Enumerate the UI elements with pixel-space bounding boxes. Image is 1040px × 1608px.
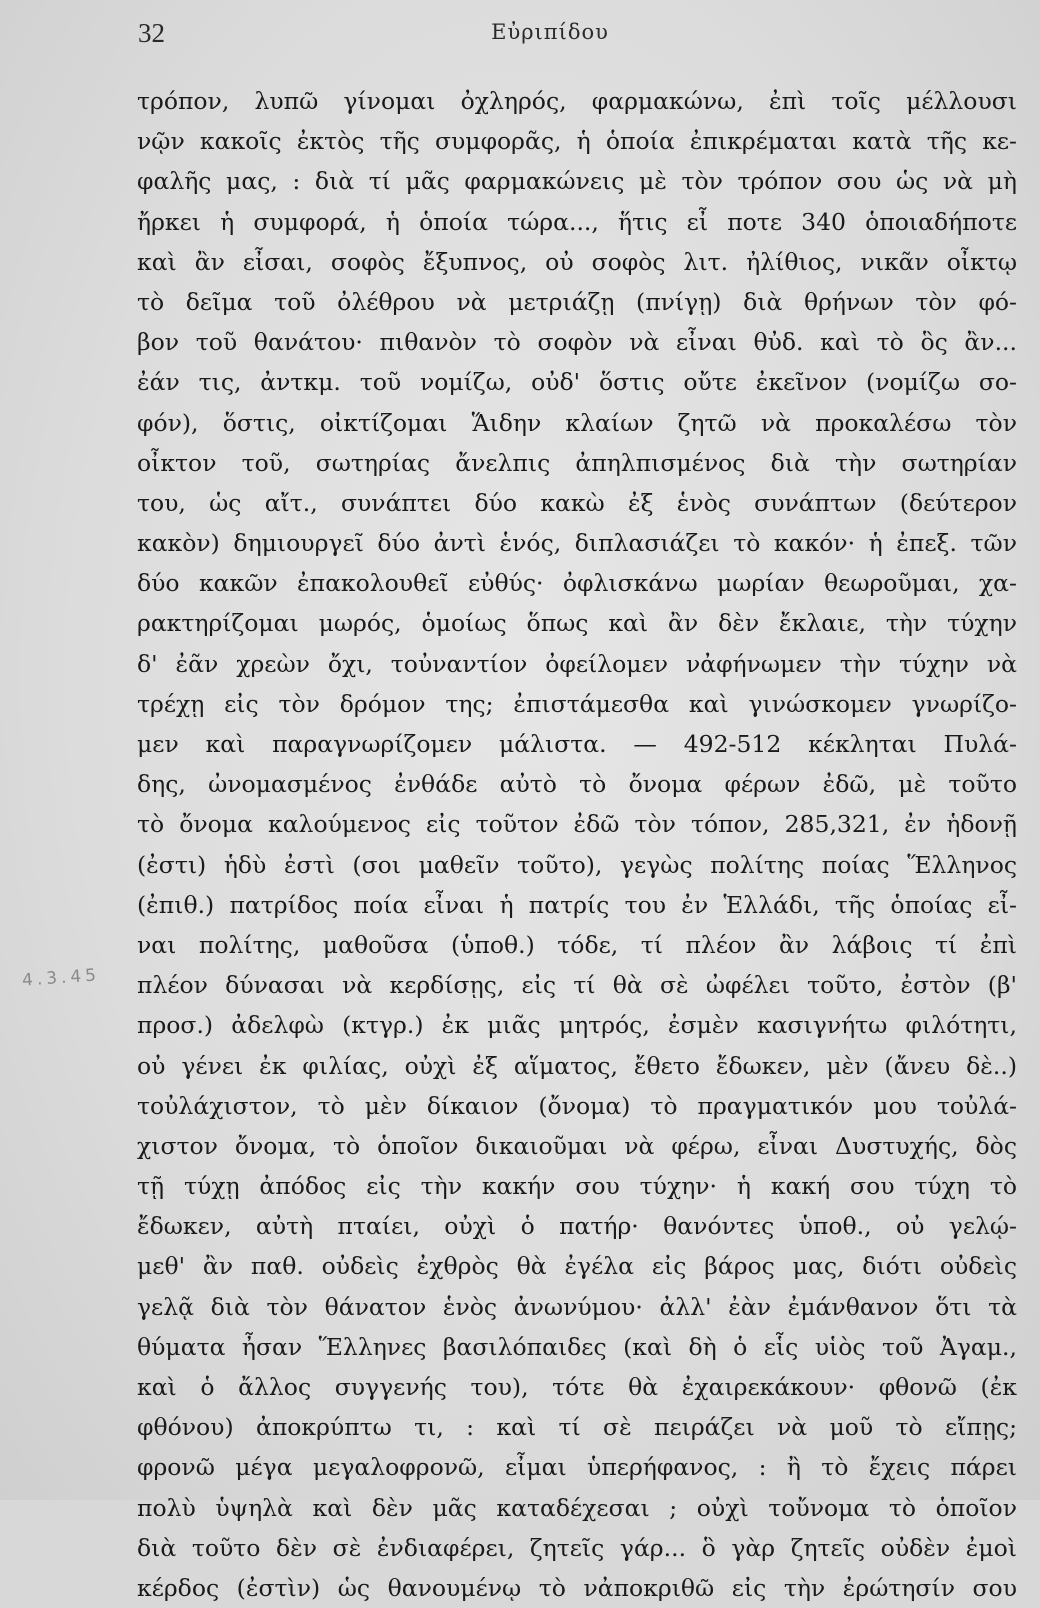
text-line: φαλῆς μας, : διὰ τί μᾶς φαρμακώνεις μὲ τὸν τρόπον σου ὡς νὰ μὴ [137, 167, 1017, 196]
text-line: πλέον δύνασαι νὰ κερδίσῃς, εἰς τί θὰ σὲ ὠφέλει τοῦτο, ἐστὸν (β' [137, 971, 1017, 1000]
commentary-text [137, 81, 1017, 1608]
text-line: προσ.) ἀδελφὼ (κτγρ.) ἐκ μιᾶς μητρός, ἐσμὲν κασιγνήτω φιλότητι, [137, 1011, 1017, 1040]
text-line: καὶ ὁ ἄλλος συγγενής του), τότε θὰ ἐχαιρεκάκουν· φθονῶ (ἐκ [137, 1373, 1017, 1401]
text-line: κέρδος (ἐστὶν) ὡς θανουμένῳ τὸ νἀποκριθῶ εἰς τὴν ἐρώτησίν σου [137, 1573, 1017, 1602]
text-line: (ἐπιθ.) πατρίδος ποία εἶναι ἡ πατρίς του ἐν Ἑλλάδι, τῆς ὁποίας εἶ- [137, 890, 1017, 919]
text-line: ἔδωκεν, αὐτὴ πταίει, οὐχὶ ὁ πατήρ· θανόντες ὑποθ., οὐ γελῴ- [137, 1212, 1017, 1241]
text-line: χιστον ὄνομα, τὸ ὁποῖον δικαιοῦμαι νὰ φέρω, εἶναι Δυστυχής, δὸς [137, 1131, 1017, 1160]
text-line: γελᾷ διὰ τὸν θάνατον ἑνὸς ἀνωνύμου· ἀλλ' ἐὰν ἐμάνθανον ὅτι τὰ [137, 1292, 1017, 1321]
text-line: μεν καὶ παραγνωρίζομεν μάλιστα. — 492-512 κέκληται Πυλά- [137, 730, 1017, 758]
text-line: δ' ἐᾶν χρεὼν ὄχι, τοὐναντίον ὀφείλομεν νἀφήνωμεν τὴν τύχην νὰ [137, 649, 1017, 678]
text-line: ἤρκει ἡ συμφορά, ἡ ὁποία τώρα..., ἥτις εἶ ποτε 340 ὁποιαδήποτε [137, 207, 1017, 236]
text-line: ἐάν τις, ἀντκμ. τοῦ νομίζω, οὐδ' ὅστις οὔτε ἐκεῖνον (νομίζω σο- [137, 368, 1017, 397]
text-line: δύο κακῶν ἐπακολουθεῖ εὐθύς· ὀφλισκάνω μωρίαν θεωροῦμαι, χα- [137, 569, 1017, 598]
text-line: τρόπον, λυπῶ γίνομαι ὀχληρός, φαρμακώνω, ἐπὶ τοῖς μέλλουσι [137, 87, 1017, 115]
text-line: ναι πολίτης, μαθοῦσα (ὑποθ.) τόδε, τί πλέον ἂν λάβοις τί ἐπὶ [137, 930, 1017, 959]
text-line: κακὸν) δημιουργεῖ δύο ἀντὶ ἑνός, διπλασιάζει τὸ κακόν· ἡ ἐπεξ. τῶν [137, 529, 1017, 558]
text-line: τῇ τύχῃ ἀπόδος εἰς τὴν κακήν σου τύχην· ἡ κακή σου τύχη τὸ [137, 1172, 1017, 1201]
running-title: Εὐριπίδου [491, 20, 609, 44]
text-line: φόν), ὅστις, οἰκτίζομαι Ἅιδην κλαίων ζητῶ νὰ προκαλέσω τὸν [137, 408, 1017, 437]
text-line: δης, ὠνομασμένος ἐνθάδε αὐτὸ τὸ ὄνομα φέρων ἐδῶ, μὲ τοῦτο [137, 770, 1017, 799]
text-line: οὐ γένει ἐκ φιλίας, οὐχὶ ἐξ αἵματος, ἔθετο ἔδωκεν, μὲν (ἄνευ δὲ..) [137, 1051, 1017, 1080]
text-line: πολὺ ὑψηλὰ καὶ δὲν μᾶς καταδέχεσαι ; οὐχὶ τοὔνομα τὸ ὁποῖον [137, 1493, 1017, 1522]
text-line: διὰ τοῦτο δὲν σὲ ἐνδιαφέρει, ζητεῖς γάρ... ὃ γὰρ ζητεῖς οὐδὲν ἐμοὶ [137, 1533, 1017, 1562]
text-line: νῷν κακοῖς ἐκτὸς τῆς συμφορᾶς, ἡ ὁποία ἐπικρέμαται κατὰ τῆς κε- [137, 127, 1017, 156]
text-line: ρακτηρίζομαι μωρός, ὁμοίως ὅπως καὶ ἂν δὲν ἔκλαιε, τὴν τύχην [137, 609, 1017, 638]
text-line: φρονῶ μέγα μεγαλοφρονῶ, εἶμαι ὑπερήφανος, : ἢ τὸ ἔχεις πάρει [137, 1453, 1017, 1482]
text-line: φθόνου) ἀποκρύπτω τι, : καὶ τί σὲ πειράζει νὰ μοῦ τὸ εἴπῃς; [137, 1413, 1017, 1442]
text-line: τὸ δεῖμα τοῦ ὀλέθρου νὰ μετριάζῃ (πνίγῃ) διὰ θρήνων τὸν φό- [137, 287, 1017, 316]
text-line: καὶ ἂν εἶσαι, σοφὸς ἔξυπνος, οὐ σοφὸς λιτ. ἠλίθιος, νικᾶν οἶκτῳ [137, 247, 1017, 276]
text-line: οἶκτον τοῦ, σωτηρίας ἄνελπις ἀπηλπισμένος διὰ τὴν σωτηρίαν [137, 448, 1017, 477]
text-line: τρέχῃ εἰς τὸν δρόμον της; ἐπιστάμεσθα καὶ γινώσκομεν γνωρίζο- [137, 689, 1017, 718]
text-line: του, ὡς αἴτ., συνάπτει δύο κακὼ ἐξ ἑνὸς συνάπτων (δεύτερον [137, 488, 1017, 517]
text-line: μεθ' ἂν παθ. οὐδεὶς ἐχθρὸς θὰ ἐγέλα εἰς βάρος μας, διότι οὐδεὶς [137, 1252, 1017, 1281]
text-line: βον τοῦ θανάτου· πιθανὸν τὸ σοφὸν νὰ εἶναι θὐδ. καὶ τὸ ὃς ἂν... [137, 328, 1017, 357]
text-line: τὸ ὄνομα καλούμενος εἰς τοῦτον ἐδῶ τὸν τόπον, 285,321, ἐν ἡδονῇ [137, 810, 1017, 839]
margin-pencil-note: 4.3.45 [21, 965, 101, 991]
text-line: θύματα ἦσαν Ἕλληνες βασιλόπαιδες (καὶ δὴ ὁ εἷς υἱὸς τοῦ Ἀγαμ., [137, 1332, 1017, 1361]
page-number: 32 [138, 18, 165, 48]
text-line: (ἐστι) ἡδὺ ἐστὶ (σοι μαθεῖν τοῦτο), γεγὼς πολίτης ποίας Ἕλληνος [137, 850, 1017, 879]
text-line: τοὐλάχιστον, τὸ μὲν δίκαιον (ὄνομα) τὸ πραγματικόν μου τοὐλά- [137, 1091, 1017, 1120]
